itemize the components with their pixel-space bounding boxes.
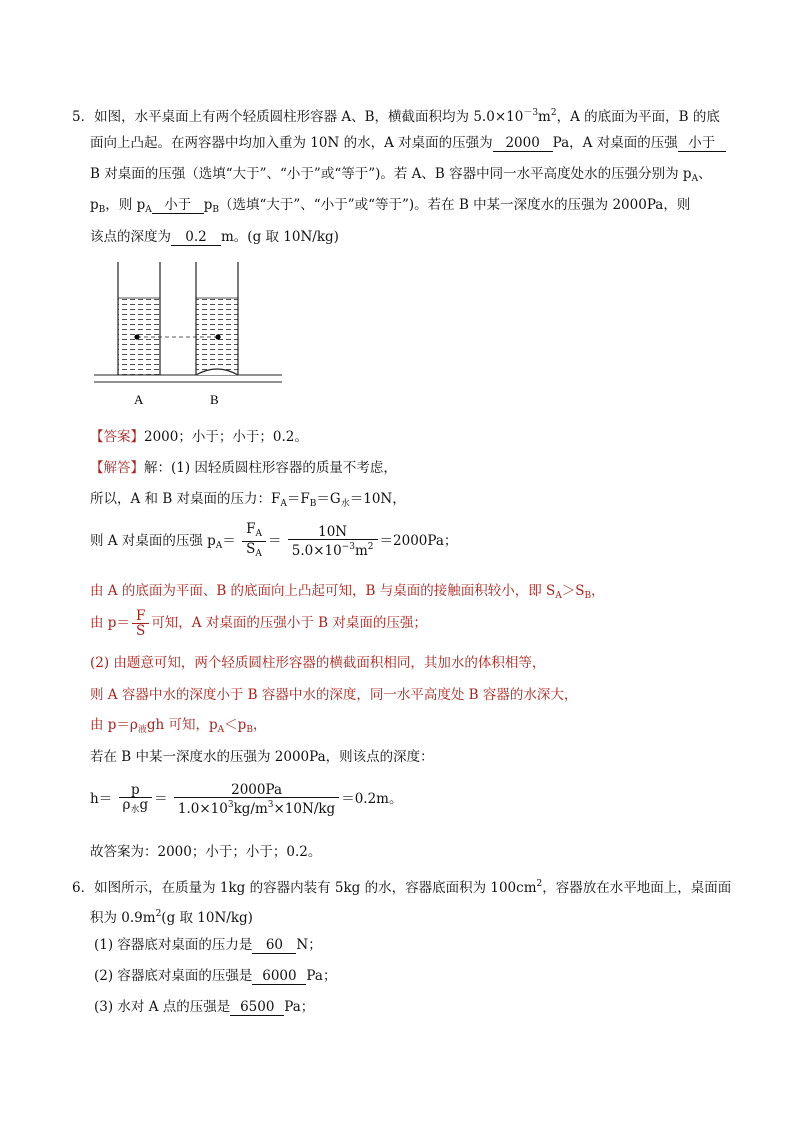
- q5-line-4: $p_B$，则 $p_A$ 小于 $p_B$（选填“大于”、“小于”或“等于”)。若在 B 中某一深度水的压强为 2000Pa，则: [90, 197, 691, 215]
- q6-number: 6．: [72, 880, 95, 896]
- q6-blank-2: 6000: [252, 968, 306, 985]
- answer-blank-2: 小于: [678, 135, 726, 152]
- q6-line-1: 6．如图所示，在质量为 1kg 的容器内装有 5kg 的水，容器底面积为 $100cm^2$，容器放在水平地面上，桌面面: [72, 879, 732, 896]
- containers-figure: [90, 262, 290, 412]
- solution-line-9: 若在 B 中某一深度水的压强为 2000Pa，则该点的深度：: [90, 749, 434, 765]
- answer-tag: 【答案】: [90, 429, 144, 445]
- q6-blank-3: 6500: [230, 999, 284, 1016]
- fraction-f-s: $\frac{F}{S}$: [132, 609, 149, 638]
- label-a: A: [134, 392, 144, 407]
- container-b: [196, 262, 238, 375]
- label-b: B: [210, 392, 219, 407]
- solution-line-4: 由 A 的底面为平面、B 的底面向上凸起可知，B 与桌面的接触面积较小，即 $S_A>S_B$，: [90, 583, 605, 601]
- fraction-pressure-a: $\frac{10N}{5.0\times 10^{-3}m^2}$: [288, 525, 378, 558]
- q6-blank-1: 60: [252, 937, 296, 954]
- fraction-depth: $\frac{2000Pa}{1.0\times 10^3kg/m^3\times 10N/kg}$: [174, 783, 339, 816]
- q6-item-2: (2) 容器底对桌面的压强是 6000 Pa；: [94, 968, 337, 984]
- answer-blank-3: 小于: [152, 197, 204, 214]
- solution-tag: 【解答】: [90, 460, 144, 476]
- solution-line-8: 由 $p=\rho_液gh$ 可知，$p_A<p_B$，: [90, 717, 267, 735]
- answer-blank-1: 2000: [493, 135, 553, 152]
- solution-line-5: 由 p＝ $\frac{F}{S}$ 可知，A 对桌面的压强小于 B 对桌面的压强；: [90, 608, 427, 639]
- fraction-fa-sa: $\frac{F_A}{S_A}$: [242, 522, 266, 561]
- q5-line-1: 5．如图，水平桌面上有两个轻质圆柱形容器 A、B，横截面积均为 $5.0\times 10^{-3}m^2$，A 的底面为平面，B 的底: [72, 108, 720, 125]
- q6-item-3: (3) 水对 A 点的压强是 6500 Pa；: [94, 999, 315, 1015]
- fraction-p-rho-g: $\frac{p}{\rho_水g}$: [119, 783, 153, 817]
- solution-line-2: 所以，A 和 B 对桌面的压力：$F_A=F_B=G_水=10N$，: [90, 491, 406, 509]
- q5-line-2: 面向上凸起。在两容器中均加入重为 10N 的水，A 对桌面的压强为 2000 Pa，A 对桌面的压强 小于: [90, 134, 726, 152]
- solution-line-1: 【解答】解：(1) 因轻质圆柱形容器的质量不考虑，: [90, 460, 397, 476]
- solution-line-10: h＝ $\frac{p}{\rho_水g}$ ＝ $\frac{2000Pa}{1.0\times 10^3kg/m^3\times 10N/kg}$ ＝0.2m。: [90, 781, 403, 817]
- solution-line-11: 故答案为：2000；小于；小于；0.2。: [90, 844, 322, 860]
- q6-line-2: 积为 $0.9m^2(g$ 取 10N/kg): [90, 909, 253, 926]
- solution-line-7: 则 A 容器中水的深度小于 B 容器中水的深度，同一水平高度处 B 容器的水深大，: [90, 687, 578, 703]
- q6-item-1: (1) 容器底对桌面的压力是 60 N；: [94, 937, 322, 953]
- q5-line-3: B 对桌面的压强（选填“大于”、“小于”或“等于”)。若 A、B 容器中同一水平高度处水的压强分别为 $p_A$、: [90, 166, 712, 184]
- container-a: [118, 262, 160, 375]
- answer-blank-4: 0.2: [171, 229, 221, 246]
- answer-line: 【答案】2000；小于；小于；0.2。: [90, 429, 308, 445]
- solution-line-3: 则 A 对桌面的压强 $p_A=$ $\frac{F_A}{S_A}$ ＝ $\frac{10N}{5.0\times 10^{-3}m^2}$ ＝2000Pa；: [90, 521, 458, 559]
- solution-line-6: (2) 由题意可知，两个轻质圆柱形容器的横截面积相同，其加水的体积相等，: [90, 655, 546, 671]
- q5-number: 5．: [72, 109, 95, 125]
- q5-line-5: 该点的深度为 0.2 m。(g 取 10N/kg): [90, 229, 339, 245]
